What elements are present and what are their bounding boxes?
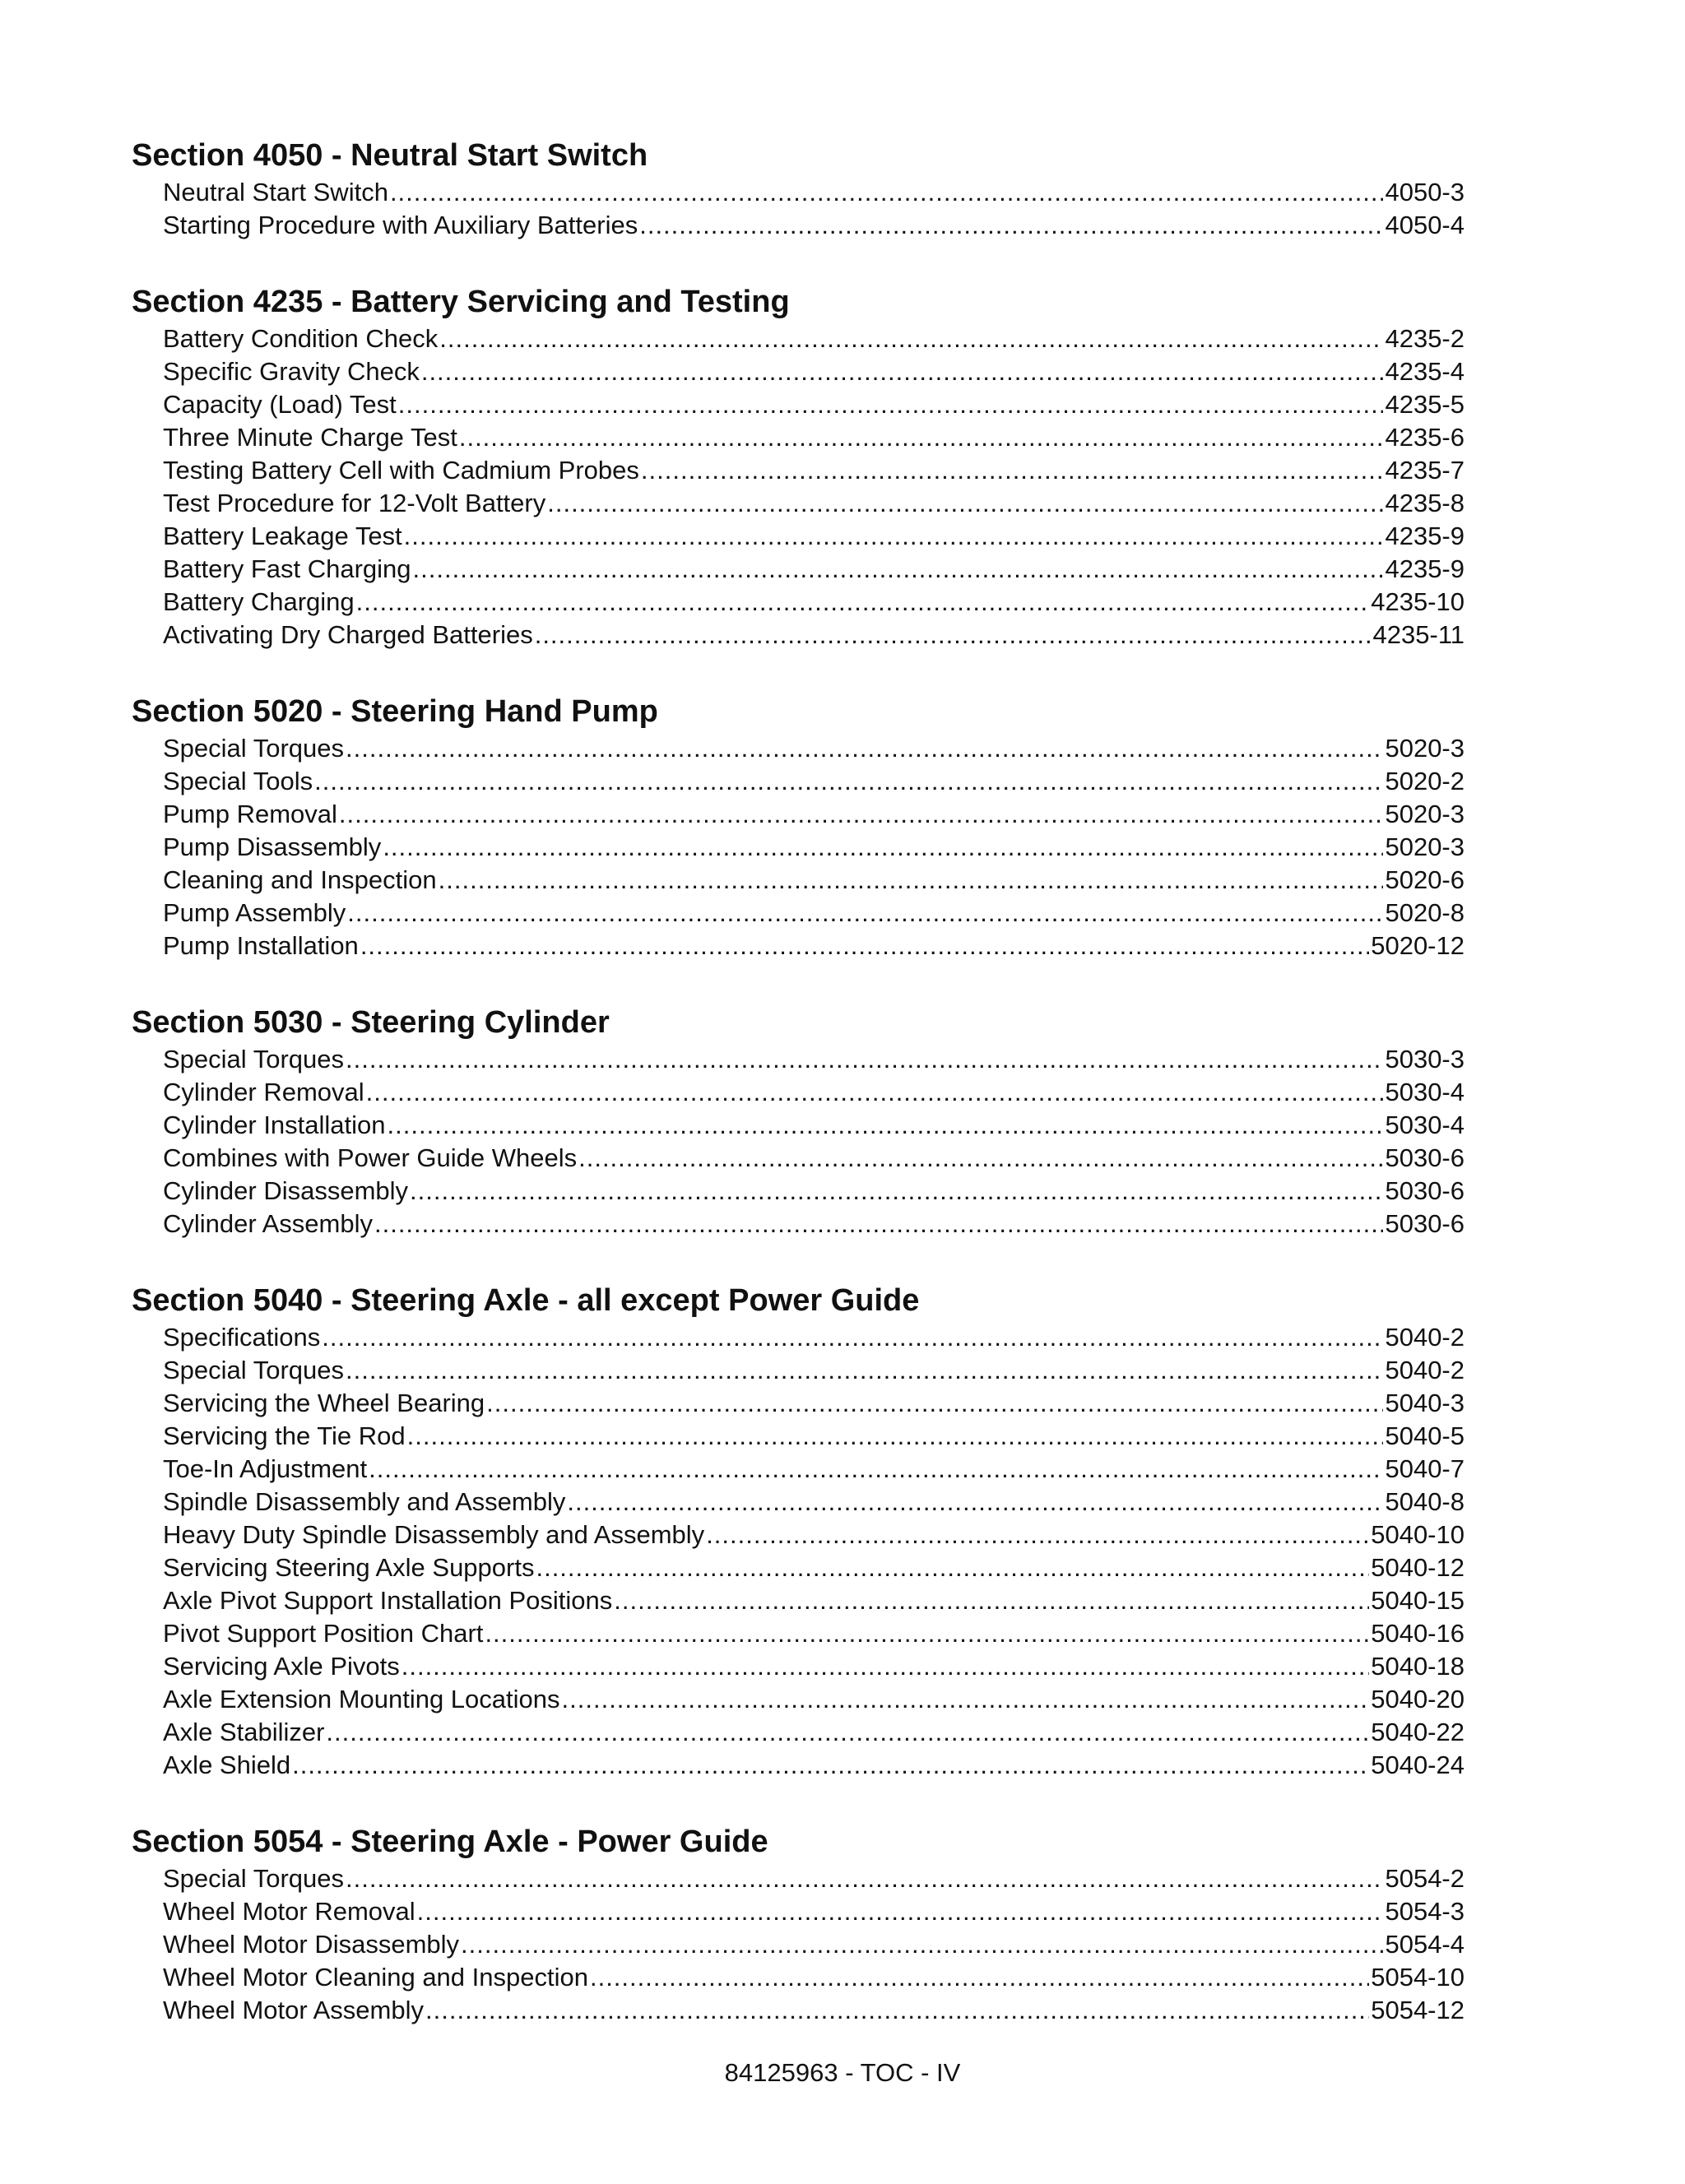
entry-title: Toe-In Adjustment: [163, 1454, 368, 1483]
entry-title: Capacity (Load) Test: [163, 390, 397, 419]
dot-leader: [402, 1650, 1369, 1683]
entry-title: Specifications: [163, 1323, 321, 1352]
entry-title: Test Procedure for 12-Volt Battery: [163, 489, 546, 517]
dot-leader: [485, 1617, 1369, 1650]
toc-entry[interactable]: [132, 1749, 1465, 1782]
toc-entry[interactable]: [132, 1076, 1465, 1109]
entry-page-number: 5040-18: [1371, 1652, 1465, 1681]
entry-page-number: 5020-3: [1385, 734, 1465, 763]
toc-entry[interactable]: [132, 619, 1465, 651]
toc-entry[interactable]: [132, 1043, 1465, 1076]
entry-page-number: 5040-2: [1385, 1356, 1465, 1384]
dot-leader: [413, 553, 1384, 586]
toc-entry[interactable]: [132, 1895, 1465, 1928]
toc-section: [132, 1823, 1465, 2027]
entry-title: Axle Shield: [163, 1750, 291, 1779]
toc-section: [132, 1004, 1465, 1240]
section-heading: Section 5030 - Steering Cylinder: [132, 1005, 610, 1040]
page-footer: 84125963 - TOC - IV: [724, 2058, 961, 2087]
toc-entry[interactable]: [132, 798, 1465, 831]
section-heading: Section 5040 - Steering Axle - all except Power Guide: [132, 1283, 920, 1318]
toc-entry[interactable]: [132, 1551, 1465, 1584]
toc-section: [132, 283, 1465, 651]
toc-entry[interactable]: [132, 388, 1465, 421]
dot-leader: [339, 798, 1384, 831]
entry-title: Servicing the Wheel Bearing: [163, 1389, 485, 1417]
entry-page-number: 5040-16: [1371, 1619, 1465, 1648]
dot-leader: [346, 1354, 1383, 1387]
entry-title: Special Torques: [163, 1356, 345, 1384]
entry-page-number: 5020-12: [1371, 931, 1465, 960]
toc-entry[interactable]: [132, 1208, 1465, 1240]
entry-page-number: 4050-4: [1385, 211, 1465, 239]
dot-leader: [614, 1584, 1369, 1617]
toc-entry[interactable]: [132, 1420, 1465, 1453]
dot-leader: [292, 1749, 1369, 1782]
toc-entry[interactable]: [132, 520, 1465, 553]
toc-entry[interactable]: [132, 1321, 1465, 1354]
entry-title: Combines with Power Guide Wheels: [163, 1143, 578, 1172]
toc-entry[interactable]: [132, 487, 1465, 520]
entry-page-number: 5040-2: [1385, 1323, 1465, 1352]
toc-entry[interactable]: [132, 1175, 1465, 1208]
dot-leader: [439, 322, 1383, 355]
entry-page-number: 5040-20: [1371, 1685, 1465, 1713]
entry-page-number: 5020-3: [1385, 800, 1465, 828]
entry-page-number: 5040-5: [1385, 1421, 1465, 1450]
dot-leader: [410, 1175, 1383, 1208]
toc-section: [132, 137, 1465, 242]
dot-leader: [425, 1994, 1369, 2027]
entry-page-number: 5054-3: [1385, 1897, 1465, 1926]
entry-page-number: 5030-3: [1385, 1045, 1465, 1073]
entry-page-number: 4235-9: [1385, 522, 1465, 550]
entry-page-number: 5040-15: [1371, 1586, 1465, 1615]
dot-leader: [639, 209, 1383, 242]
section-heading: Section 4050 - Neutral Start Switch: [132, 138, 648, 173]
entry-page-number: 5040-22: [1371, 1718, 1465, 1746]
dot-leader: [459, 421, 1384, 454]
toc-entry[interactable]: [132, 930, 1465, 962]
entry-page-number: 5020-3: [1385, 832, 1465, 861]
section-heading: Section 5020 - Steering Hand Pump: [132, 694, 658, 729]
entry-title: Servicing the Tie Rod: [163, 1421, 406, 1450]
entry-title: Battery Condition Check: [163, 324, 439, 353]
dot-leader: [322, 1321, 1383, 1354]
toc-entry[interactable]: [132, 897, 1465, 930]
entry-title: Battery Charging: [163, 587, 355, 616]
entry-page-number: 5020-6: [1385, 865, 1465, 894]
entry-title: Axle Extension Mounting Locations: [163, 1685, 560, 1713]
entry-page-number: 5040-3: [1385, 1389, 1465, 1417]
toc-entry[interactable]: [132, 1142, 1465, 1175]
entry-page-number: 5030-6: [1385, 1143, 1465, 1172]
toc-entry[interactable]: [132, 864, 1465, 897]
dot-leader: [390, 176, 1384, 209]
entry-page-number: 5030-4: [1385, 1111, 1465, 1139]
toc-entry[interactable]: [132, 1928, 1465, 1961]
toc-entry[interactable]: [132, 732, 1465, 765]
entry-page-number: 5040-12: [1371, 1553, 1465, 1582]
toc-entry[interactable]: [132, 209, 1465, 242]
toc-entry[interactable]: [132, 454, 1465, 487]
entry-page-number: 5030-6: [1385, 1209, 1465, 1238]
toc-entry[interactable]: [132, 553, 1465, 586]
entry-title: Special Tools: [163, 767, 313, 795]
entry-title: Cylinder Removal: [163, 1078, 364, 1106]
toc-entry[interactable]: [132, 1453, 1465, 1486]
entry-title: Pump Removal: [163, 800, 337, 828]
dot-leader: [567, 1486, 1383, 1519]
entry-page-number: 4235-10: [1371, 587, 1465, 616]
entry-page-number: 5030-4: [1385, 1078, 1465, 1106]
dot-leader: [562, 1683, 1370, 1716]
dot-leader: [346, 732, 1383, 765]
dot-leader: [590, 1961, 1369, 1994]
dot-leader: [326, 1716, 1369, 1749]
entry-page-number: 4235-5: [1385, 390, 1465, 419]
entry-page-number: 4050-3: [1385, 178, 1465, 206]
dot-leader: [374, 1208, 1383, 1240]
toc-entry[interactable]: [132, 421, 1465, 454]
dot-leader: [706, 1519, 1369, 1551]
entry-page-number: 5020-8: [1385, 898, 1465, 927]
toc-entry[interactable]: [132, 765, 1465, 798]
entry-title: Servicing Steering Axle Supports: [163, 1553, 535, 1582]
entry-title: Wheel Motor Disassembly: [163, 1930, 460, 1959]
entry-title: Cylinder Installation: [163, 1111, 386, 1139]
entry-title: Wheel Motor Assembly: [163, 1996, 424, 2024]
dot-leader: [578, 1142, 1383, 1175]
entry-page-number: 4235-4: [1385, 357, 1465, 386]
dot-leader: [535, 619, 1372, 651]
entry-page-number: 4235-6: [1385, 423, 1465, 452]
toc-entry[interactable]: [132, 1584, 1465, 1617]
table-of-contents: [132, 137, 1465, 2068]
toc-entry[interactable]: [132, 1519, 1465, 1551]
dot-leader: [536, 1551, 1369, 1584]
entry-title: Pump Assembly: [163, 898, 346, 927]
entry-title: Axle Stabilizer: [163, 1718, 325, 1746]
dot-leader: [383, 831, 1383, 864]
entry-page-number: 5054-4: [1385, 1930, 1465, 1959]
entry-title: Battery Leakage Test: [163, 522, 402, 550]
toc-entry[interactable]: [132, 1354, 1465, 1387]
dot-leader: [347, 897, 1383, 930]
dot-leader: [398, 388, 1384, 421]
toc-entry[interactable]: [132, 355, 1465, 388]
dot-leader: [421, 355, 1384, 388]
entry-title: Wheel Motor Removal: [163, 1897, 415, 1926]
dot-leader: [346, 1043, 1383, 1076]
dot-leader: [486, 1387, 1383, 1420]
entry-page-number: 5040-10: [1371, 1520, 1465, 1549]
entry-page-number: 5030-6: [1385, 1176, 1465, 1205]
entry-title: Pivot Support Position Chart: [163, 1619, 484, 1648]
dot-leader: [360, 930, 1369, 962]
dot-leader: [366, 1076, 1384, 1109]
entry-page-number: 5020-2: [1385, 767, 1465, 795]
toc-entry[interactable]: [132, 1862, 1465, 1895]
entry-title: Starting Procedure with Auxiliary Batteries: [163, 211, 638, 239]
entry-page-number: 5054-12: [1371, 1996, 1465, 2024]
entry-title: Cylinder Disassembly: [163, 1176, 409, 1205]
toc-entry[interactable]: [132, 1716, 1465, 1749]
dot-leader: [439, 864, 1384, 897]
entry-page-number: 5054-10: [1371, 1963, 1465, 1992]
entry-page-number: 4235-2: [1385, 324, 1465, 353]
entry-page-number: 5040-24: [1371, 1750, 1465, 1779]
entry-title: Pump Disassembly: [163, 832, 382, 861]
entry-page-number: 5040-7: [1385, 1454, 1465, 1483]
toc-entry[interactable]: [132, 831, 1465, 864]
entry-title: Spindle Disassembly and Assembly: [163, 1487, 566, 1516]
entry-page-number: 4235-11: [1372, 620, 1465, 649]
toc-entry[interactable]: [132, 1387, 1465, 1420]
dot-leader: [461, 1928, 1383, 1961]
entry-title: Battery Fast Charging: [163, 554, 411, 583]
dot-leader: [346, 1862, 1383, 1895]
entry-title: Special Torques: [163, 1864, 345, 1893]
dot-leader: [388, 1109, 1384, 1142]
toc-entry[interactable]: [132, 322, 1465, 355]
toc-entry[interactable]: [132, 1486, 1465, 1519]
dot-leader: [407, 1420, 1384, 1453]
toc-section: [132, 1282, 1465, 1782]
entry-title: Cylinder Assembly: [163, 1209, 373, 1238]
entry-title: Specific Gravity Check: [163, 357, 420, 386]
entry-page-number: 4235-7: [1385, 456, 1465, 485]
entry-title: Cleaning and Inspection: [163, 865, 437, 894]
entry-title: Three Minute Charge Test: [163, 423, 457, 452]
dot-leader: [369, 1453, 1383, 1486]
dot-leader: [417, 1895, 1384, 1928]
entry-title: Testing Battery Cell with Cadmium Probes: [163, 456, 639, 485]
section-heading: Section 5054 - Steering Axle - Power Guide: [132, 1825, 768, 1859]
toc-section: [132, 693, 1465, 962]
toc-entry[interactable]: [132, 1961, 1465, 1994]
section-heading: Section 4235 - Battery Servicing and Testing: [132, 285, 790, 319]
dot-leader: [641, 454, 1384, 487]
toc-entry[interactable]: [132, 1109, 1465, 1142]
entry-title: Special Torques: [163, 1045, 345, 1073]
entry-title: Wheel Motor Cleaning and Inspection: [163, 1963, 588, 1992]
dot-leader: [404, 520, 1384, 553]
toc-entry[interactable]: [132, 1994, 1465, 2027]
toc-entry[interactable]: [132, 176, 1465, 209]
entry-title: Activating Dry Charged Batteries: [163, 620, 533, 649]
toc-entry[interactable]: [132, 586, 1465, 619]
entry-title: Heavy Duty Spindle Disassembly and Assembly: [163, 1520, 705, 1549]
entry-title: Special Torques: [163, 734, 345, 763]
entry-page-number: 5040-8: [1385, 1487, 1465, 1516]
entry-title: Servicing Axle Pivots: [163, 1652, 400, 1681]
dot-leader: [314, 765, 1383, 798]
entry-page-number: 4235-8: [1385, 489, 1465, 517]
entry-title: Pump Installation: [163, 931, 359, 960]
toc-entry[interactable]: [132, 1650, 1465, 1683]
dot-leader: [547, 487, 1383, 520]
entry-page-number: 4235-9: [1385, 554, 1465, 583]
toc-entry[interactable]: [132, 1683, 1465, 1716]
entry-title: Neutral Start Switch: [163, 178, 388, 206]
dot-leader: [356, 586, 1370, 619]
entry-title: Axle Pivot Support Installation Positions: [163, 1586, 613, 1615]
toc-entry[interactable]: [132, 1617, 1465, 1650]
entry-page-number: 5054-2: [1385, 1864, 1465, 1893]
